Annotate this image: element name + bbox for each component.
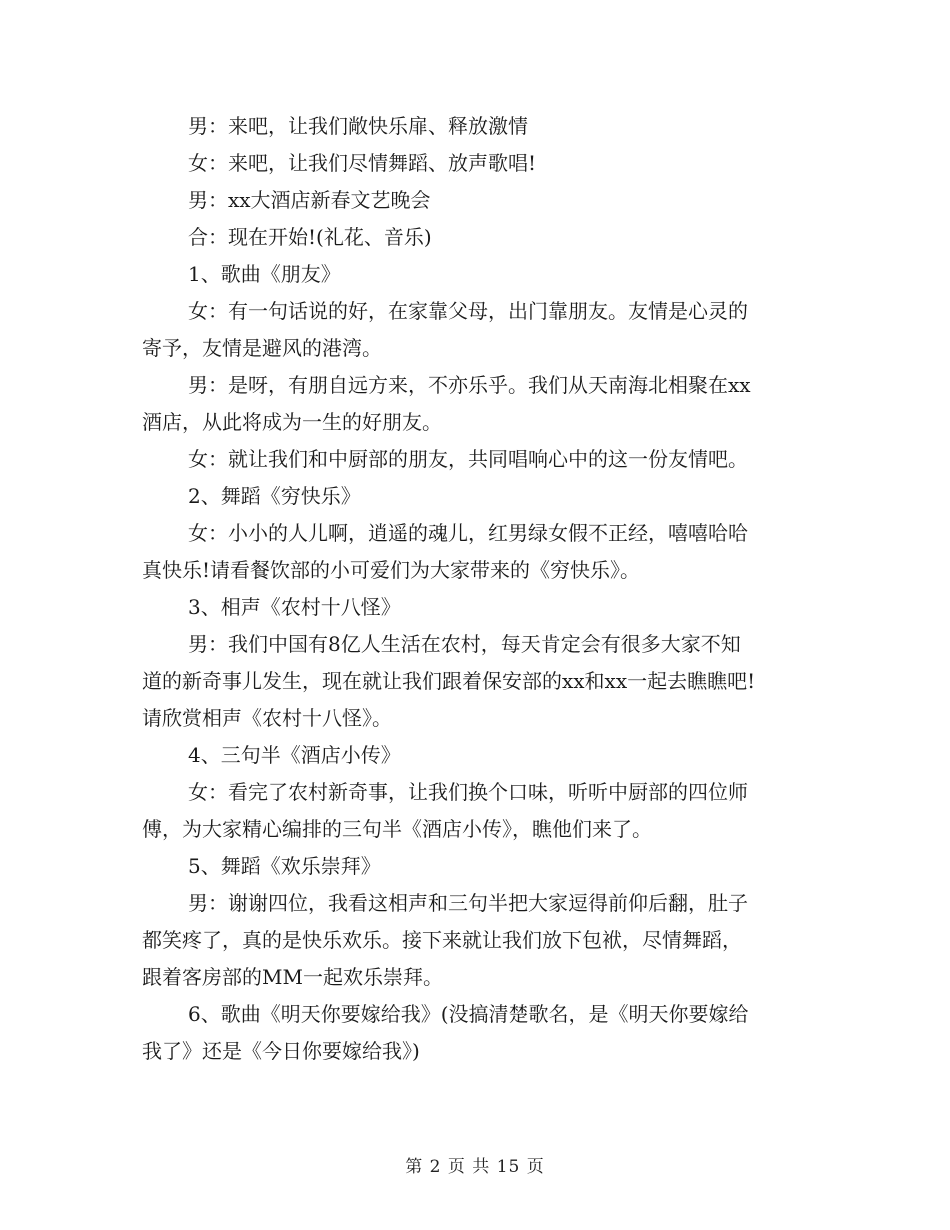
text-line: 真快乐!请看餐饮部的小可爱们为大家带来的《穷快乐》。	[142, 558, 641, 582]
text-line: 女：看完了农村新奇事，让我们换个口味，听听中厨部的四位师	[188, 780, 748, 804]
dialogue-paragraph	[142, 108, 822, 145]
text-line: 女：就让我们和中厨部的朋友，共同唱响心中的这一份友情吧。	[188, 447, 748, 471]
text-line: 5、舞蹈《欢乐崇拜》	[188, 854, 381, 878]
text-line: 女：小小的人儿啊，逍遥的魂儿，红男绿女假不正经，嘻嘻哈哈	[188, 521, 748, 545]
dialogue-paragraph	[142, 145, 822, 182]
text-line: 男：xx大酒店新春文艺晚会	[188, 188, 431, 212]
text-line: 男：我们中国有8亿人生活在农村，每天肯定会有很多大家不知	[188, 632, 741, 656]
dialogue-paragraph	[142, 219, 822, 256]
dialogue-paragraph	[142, 626, 822, 737]
program-item-heading	[142, 996, 822, 1070]
text-line: 都笑疼了，真的是快乐欢乐。接下来就让我们放下包袱，尽情舞蹈，	[142, 928, 742, 952]
text-line: 请欣赏相声《农村十八怪》。	[142, 706, 392, 730]
program-item-heading	[142, 589, 822, 626]
dialogue-paragraph	[142, 367, 822, 441]
text-line: 女：有一句话说的好，在家靠父母，出门靠朋友。友情是心灵的	[188, 299, 748, 323]
text-line: 2、舞蹈《穷快乐》	[188, 484, 361, 508]
text-line: 跟着客房部的MM一起欢乐崇拜。	[142, 965, 443, 989]
dialogue-paragraph	[142, 182, 822, 219]
document-body	[142, 108, 822, 1070]
text-line: 酒店，从此将成为一生的好朋友。	[142, 410, 442, 434]
program-item-heading	[142, 478, 822, 515]
text-line: 男：是呀，有朋自远方来，不亦乐乎。我们从天南海北相聚在xx	[188, 373, 751, 397]
text-line: 1、歌曲《朋友》	[188, 262, 341, 286]
dialogue-paragraph	[142, 515, 822, 589]
text-line: 女：来吧，让我们尽情舞蹈、放声歌唱!	[188, 151, 537, 175]
dialogue-paragraph	[142, 293, 822, 367]
program-item-heading	[142, 256, 822, 293]
text-line: 道的新奇事儿发生，现在就让我们跟着保安部的xx和xx一起去瞧瞧吧!	[142, 669, 756, 693]
text-line: 3、相声《农村十八怪》	[188, 595, 401, 619]
text-line: 寄予，友情是避风的港湾。	[142, 336, 382, 360]
dialogue-paragraph	[142, 441, 822, 478]
program-item-heading	[142, 737, 822, 774]
dialogue-paragraph	[142, 885, 822, 996]
program-item-heading	[142, 848, 822, 885]
page-number-footer: 第 2 页 共 15 页	[405, 1157, 545, 1177]
text-line: 男：谢谢四位，我看这相声和三句半把大家逗得前仰后翻，肚子	[188, 891, 748, 915]
text-line: 6、歌曲《明天你要嫁给我》(没搞清楚歌名，是《明天你要嫁给	[188, 1002, 749, 1026]
text-line: 4、三句半《酒店小传》	[188, 743, 401, 767]
text-line: 合：现在开始!(礼花、音乐)	[188, 225, 432, 249]
dialogue-paragraph	[142, 774, 822, 848]
text-line: 我了》还是《今日你要嫁给我》)	[142, 1039, 420, 1063]
text-line: 傅，为大家精心编排的三句半《酒店小传》，瞧他们来了。	[142, 817, 652, 841]
text-line: 男：来吧，让我们敞快乐扉、释放激情	[188, 114, 528, 138]
